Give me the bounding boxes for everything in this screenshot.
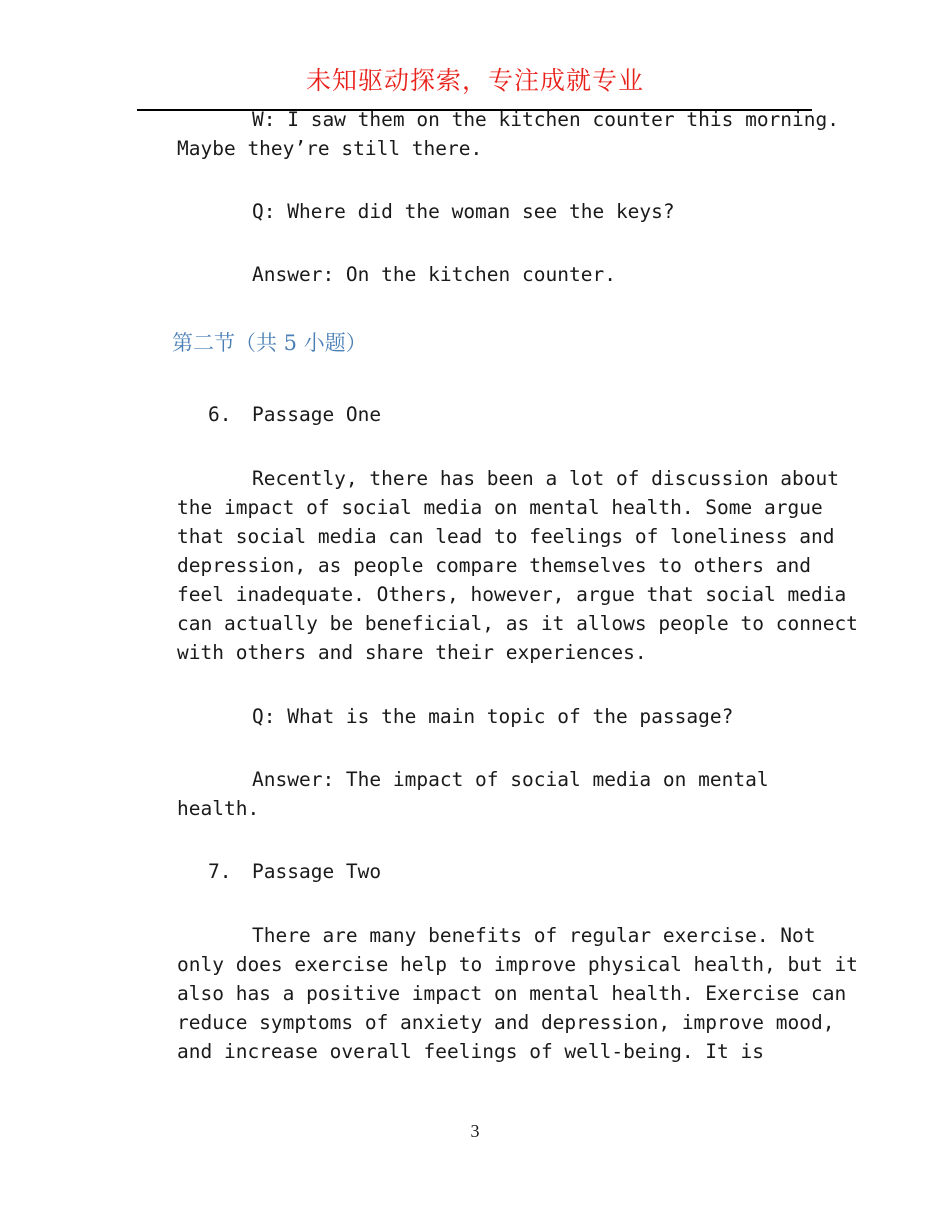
- passage-line: also has a positive impact on mental health. Exercise can: [177, 982, 847, 1005]
- item-number: 6.: [208, 403, 232, 426]
- passage-line: the impact of social media on mental health. Some argue: [177, 496, 823, 519]
- passage-line: depression, as people compare themselves to others and: [177, 554, 811, 577]
- header-title: 未知驱动探索，专注成就专业: [305, 66, 644, 95]
- passage-line: There are many benefits of regular exercise. Not: [252, 924, 816, 947]
- passage-line: only does exercise help to improve physical health, but it: [177, 953, 858, 976]
- question-text: Q: What is the main topic of the passage?: [252, 705, 734, 728]
- page-number: 3: [470, 1121, 480, 1141]
- item-title: Passage One: [252, 403, 382, 426]
- passage-line: with others and share their experiences.: [177, 641, 647, 664]
- question-text: Q: Where did the woman see the keys?: [252, 200, 675, 223]
- item-number: 7.: [208, 860, 232, 883]
- answer-text: health.: [177, 797, 260, 820]
- passage-line: Recently, there has been a lot of discussion about: [252, 467, 839, 490]
- item-title: Passage Two: [252, 860, 382, 883]
- passage-line: that social media can lead to feelings of loneliness and: [177, 525, 835, 548]
- dialogue-line: W: I saw them on the kitchen counter this morning.: [252, 108, 839, 131]
- answer-text: Answer: On the kitchen counter.: [252, 263, 616, 286]
- section-heading: 第二节（共 5 小题）: [172, 331, 367, 355]
- passage-line: and increase overall feelings of well-being. It is: [177, 1040, 764, 1063]
- passage-line: can actually be beneficial, as it allows people to connect: [177, 612, 858, 635]
- dialogue-line: Maybe they’re still there.: [177, 137, 483, 160]
- passage-line: reduce symptoms of anxiety and depression, improve mood,: [177, 1011, 835, 1034]
- answer-text: Answer: The impact of social media on mental: [252, 768, 769, 791]
- passage-line: feel inadequate. Others, however, argue that social media: [177, 583, 847, 606]
